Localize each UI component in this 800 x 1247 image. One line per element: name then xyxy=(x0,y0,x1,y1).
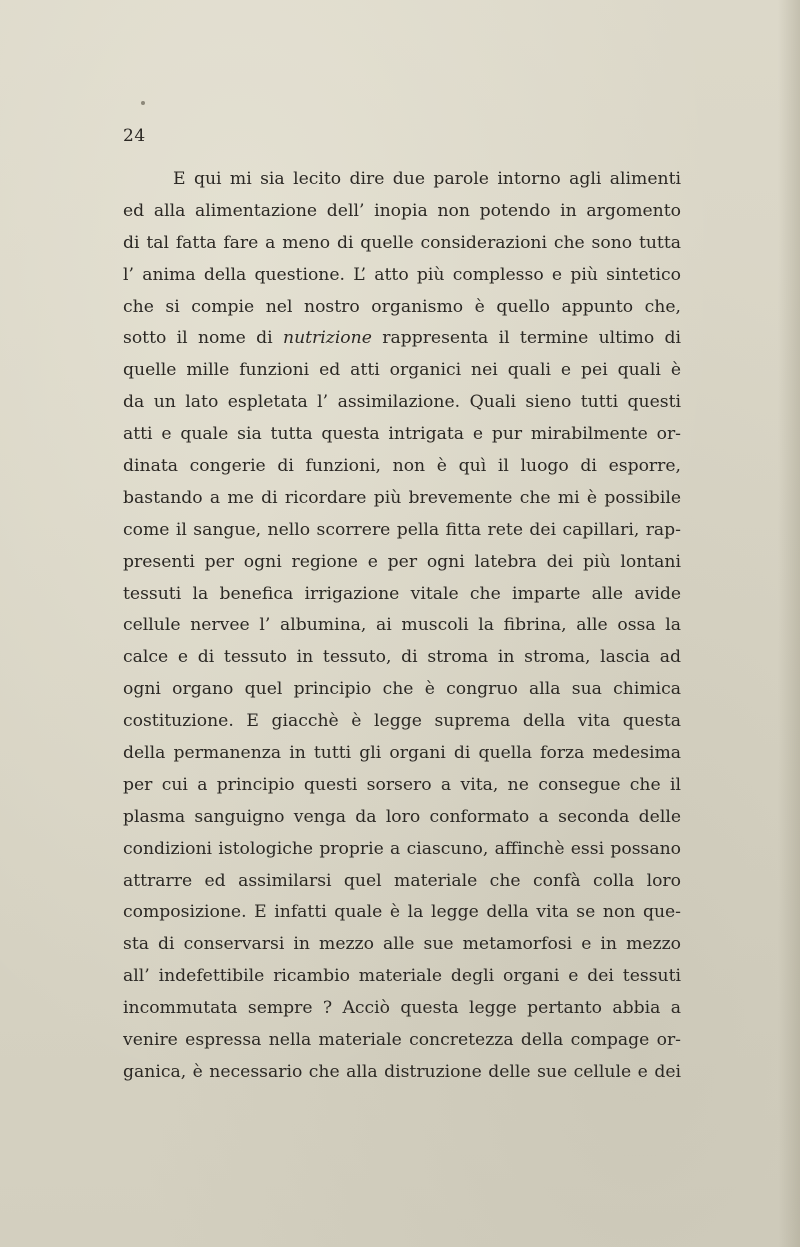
text-line: bastando a me di ricordare più brevemente che mi è possibile xyxy=(123,487,681,508)
text-line: venire espressa nella materiale concretezza della compage or- xyxy=(123,1030,681,1051)
text-line: di tal fatta fare a meno di quelle considerazioni che sono tutta xyxy=(123,232,681,253)
body-text xyxy=(123,164,681,1089)
text-line: come il sangue, nello scorrere pella fitta rete dei capillari, rap- xyxy=(123,519,681,540)
page-number: 24 xyxy=(123,126,146,146)
ink-speck xyxy=(141,101,145,105)
text-line: da un lato espletata l’ assimilazione. Quali sieno tutti questi xyxy=(123,392,681,413)
text-line: della permanenza in tutti gli organi di quella forza medesima xyxy=(123,743,681,764)
text-line: incommutata sempre ? Acciò questa legge pertanto abbia a xyxy=(123,998,681,1019)
text-line: E qui mi sia lecito dire due parole intorno agli alimenti xyxy=(173,169,681,189)
page-edge-shadow xyxy=(778,0,800,1247)
text-line: all’ indefettibile ricambio materiale degli organi e dei tessuti xyxy=(123,966,681,987)
text-segment: sotto il nome di xyxy=(123,328,273,349)
text-line: atti e quale sia tutta questa intrigata e pur mirabilmente or- xyxy=(123,424,681,445)
text-line: che si compie nel nostro organismo è quello appunto che, xyxy=(123,296,681,317)
text-line: dinata congerie di funzioni, non è quì il luogo di esporre, xyxy=(123,456,681,477)
text-line: quelle mille funzioni ed atti organici nei quali e pei quali è xyxy=(123,360,681,381)
text-line: ganica, è necessario che alla distruzione delle sue cellule e dei xyxy=(123,1061,681,1082)
text-line: sta di conservarsi in mezzo alle sue metamorfosi e in mezzo xyxy=(123,934,681,955)
text-line: cellule nervee l’ albumina, ai muscoli la fibrina, alle ossa la xyxy=(123,615,681,636)
text-line: costituzione. E giacchè è legge suprema della vita questa xyxy=(123,711,681,732)
text-line: tessuti la benefica irrigazione vitale che imparte alle avide xyxy=(123,583,681,604)
text-segment: rappresenta il termine ultimo di xyxy=(382,328,681,349)
text-line: attrarre ed assimilarsi quel materiale che confà colla loro xyxy=(123,870,681,891)
text-line: presenti per ogni regione e per ogni latebra dei più lontani xyxy=(123,551,681,572)
text-line: calce e di tessuto in tessuto, di stroma in stroma, lascia ad xyxy=(123,647,681,668)
text-line: plasma sanguigno venga da loro conformato a seconda delle xyxy=(123,806,681,827)
text-line: ed alla alimentazione dell’ inopia non potendo in argomento xyxy=(123,200,681,221)
text-line xyxy=(123,323,681,355)
text-line: per cui a principio questi sorsero a vita, ne consegue che il xyxy=(123,774,681,795)
italic-term: nutrizione xyxy=(283,328,372,349)
text-line: condizioni istologiche proprie a ciascuno, affinchè essi possano xyxy=(123,838,681,859)
text-line: ogni organo quel principio che è congruo alla sua chimica xyxy=(123,679,681,700)
text-line: composizione. E infatti quale è la legge della vita se non que- xyxy=(123,902,681,923)
text-line: l’ anima della questione. L’ atto più complesso e più sintetico xyxy=(123,264,681,285)
